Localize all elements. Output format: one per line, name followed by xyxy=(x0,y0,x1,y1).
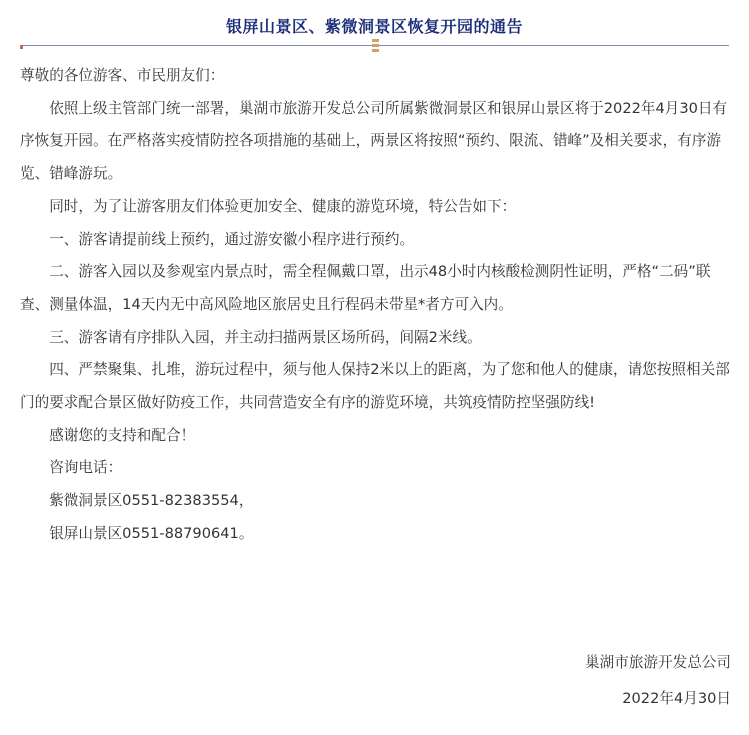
contact-heading: 咨询电话： xyxy=(49,459,123,477)
divider-left-accent xyxy=(20,45,23,49)
rule-item-4: 四、严禁聚集、扎堆，游玩过程中，须与他人保持2米以上的距离，为了您和他人的健康，请您按照相关部门的要求配合景区做好防疫工作，共同营造安全有序的游览环境，共筑疫情防控坚强防线! xyxy=(20,361,730,412)
signature-date: 2022年4月30日 xyxy=(622,690,731,707)
notice-body xyxy=(20,60,732,551)
paragraph-intro: 依照上级主管部门统一部署，巢湖市旅游开发总公司所属紫微洞景区和银屏山景区将于2022年4月30日有序恢复开园。在严格落实疫情防控各项措施的基础上，两景区将按照“预约、限流、错峰”及相关要求，有序游览、错峰游玩。 xyxy=(20,99,728,183)
rule-item-2: 二、游客入园以及参观室内景点时，需全程佩戴口罩，出示48小时内核酸检测阴性证明，严格“二码”联查、测量体温，14天内无中高风险地区旅居史且行程码未带星*者方可入内。 xyxy=(20,263,711,313)
contact-yinpingshan: 银屏山景区0551-88790641。 xyxy=(49,524,254,542)
divider-ornament-icon xyxy=(371,39,380,53)
rule-item-1: 一、游客请提前线上预约，通过游安徽小程序进行预约。 xyxy=(49,230,415,248)
paragraph-announcement: 同时，为了让游客朋友们体验更加安全、健康的游览环境，特公告如下： xyxy=(49,197,517,215)
signature-org: 巢湖市旅游开发总公司 xyxy=(585,654,731,671)
notice-header xyxy=(0,0,749,50)
rule-item-3: 三、游客请有序排队入园，并主动扫描两景区场所码，间隔2米线。 xyxy=(49,328,482,346)
contact-ziweidong: 紫微洞景区0551-82383554， xyxy=(49,492,254,510)
greeting: 尊敬的各位游客、市民朋友们： xyxy=(20,67,225,84)
notice-title: 银屏山景区、紫微洞景区恢复开园的通告 xyxy=(225,17,523,36)
thanks-line: 感谢您的支持和配合！ xyxy=(49,426,196,444)
